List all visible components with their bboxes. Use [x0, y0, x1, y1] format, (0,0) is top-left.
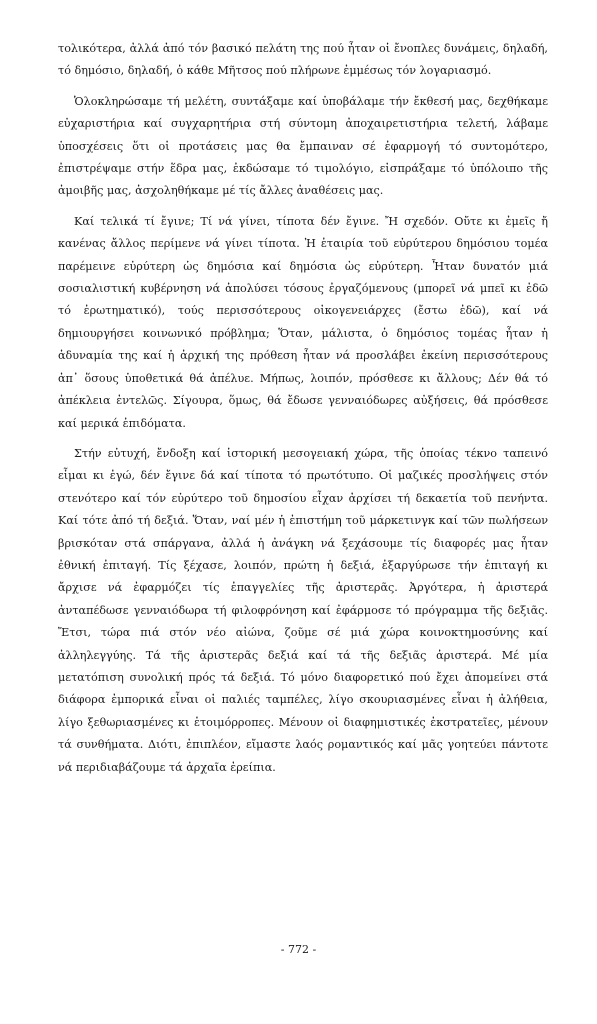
- page-body: [58, 38, 548, 787]
- paragraph-4: Στήν εὐτυχή, ἔνδοξη καί ἱστορική μεσογειακή χώρα, τῆς ὁποίας τέκνο ταπεινό εἶμαι κι ἐγώ, δέν ἔγινε δά καί τίποτα τό πρωτότυπο. Οἱ μαζικές προσλήψεις στόν στενότερο καί τόν εὐρύτερο τοῦ δημοσίου εἶχαν ἀρχίσει τή δεκαετία τοῦ πενήντα. Καί τότε ἀπό τή δεξιά. Ὅταν, ναί μέν ἡ ἐπιστήμη τοῦ μάρκετινγκ καί τῶν πωλήσεων βρισκόταν στά σπάργανα, ἀλλά ἡ ἀνάγκη νά ξεχάσουμε τίς διαφορές μας ἦταν ἐθνική ἐπιταγή. Τίς ξέχασε, λοιπόν, πρώτη ἡ δεξιά, ἐξαργύρωσε τήν ἐπιταγή κι ἄρχισε νά ἐφαρμόζει τίς ἐπαγγελίες τῆς ἀριστερᾶς. Ἀργότερα, ἡ ἀριστερά ἀνταπέδωσε γενναιόδωρα τή φιλοφρόνηση καί ἐφάρμοσε τό πρόγραμμα τῆς δεξιᾶς. Ἔτσι, τώρα πιά στόν νέο αἰώνα, ζοῦμε σέ μιά χώρα κοινοκτημοσύνης καί ἀλληλεγγύης. Τά τῆς ἀριστερᾶς δεξιά καί τά τῆς δεξιᾶς ἀριστερά. Μέ μία μετατόπιση συνολική πρός τά δεξιά. Τό μόνο διαφορετικό πού ἔχει ἀπομείνει στά διάφορα ἐμπορικά εἶναι οἱ παλιές ταμπέλες, λίγο σκουριασμένες εἶναι ἡ ἀλήθεια, λίγο ξεθωριασμένες κι ἑτοιμόρροπες. Μένουν οἱ διαφημιστικές ἐκστρατεῖες, μένουν τά συνθήματα. Διότι, ἐπιπλέον, εἴμαστε λαός ρομαντικός καί μᾶς γοητεύει πάντοτε νά περιδιαβάζουμε τά ἀρχαῖα ἐρείπια.: [58, 446, 548, 774]
- paragraph-3: Καί τελικά τί ἔγινε; Τί νά γίνει, τίποτα δέν ἔγινε. Ἤ σχεδόν. Οὔτε κι ἐμεῖς ἤ κανένας ἄλλος περίμενε νά γίνει τίποτα. Ἡ ἑταιρία τοῦ εὐρύτερου δημόσιου τομέα παρέμεινε εὐρύτερη ὡς δημόσια καί δημόσια ὡς εὐρύτερη. Ἦταν δυνατόν μιά σοσιαλιστική κυβέρνηση νά ἀπολύσει τόσους ἐργαζόμενους (μπορεῖ νά μπεῖ κι ἐδῶ τό ἐρωτηματικό), τούς περισσότερους οἰκογενειάρχες (ἔστω ἐδῶ), καί νά δημιουργήσει κοινωνικό πρόβλημα; Ὅταν, μάλιστα, ὁ δημόσιος τομέας ἦταν ἡ ἀδυναμία της καί ἡ ἀρχική της πρόθεση ἦταν νά προσλάβει ἐκείνη περισσότερους ἀπ᾽ ὅσους ὑποθετικά θά ἀπέλυε. Μήπως, λοιπόν, πρόσθεσε κι ἄλλους; Δέν θά τό ἀπέκλεια ἐντελῶς. Σίγουρα, ὅμως, θά ἔδωσε γενναιόδωρες αὐξήσεις, θά πρόσθεσε καί μερικά ἐπιδόματα.: [58, 214, 548, 430]
- paragraph-2: Ὁλοκληρώσαμε τή μελέτη, συντάξαμε καί ὑποβάλαμε τήν ἔκθεσή μας, δεχθήκαμε εὐχαριστήρια καί συγχαρητήρια στή σύντομη ἀποχαιρετιστήρια τελετή, λάβαμε ὑποσχέσεις ὅτι οἱ προτάσεις μας θα ἔμπαιναν σέ ἐφαρμογή τό συντομότερο, ἐπιστρέψαμε στήν ἕδρα μας, ἐκδώσαμε τό τιμολόγιο, εἰσπράξαμε τό ὑπόλοιπο τῆς ἀμοιβῆς μας, ἀσχοληθήκαμε μέ τίς ἄλλες ἀναθέσεις μας.: [58, 94, 548, 198]
- page-number: - 772 -: [280, 943, 317, 956]
- paragraph-1: τολικότερα, ἀλλά ἀπό τόν βασικό πελάτη της πού ἦταν οἱ ἔνοπλες δυνάμεις, δηλαδή, τό δημόσιο, δηλαδή, ὁ κάθε Μῆτσος πού πλήρωνε ἐμμέσως τόν λογαριασμό.: [58, 42, 548, 78]
